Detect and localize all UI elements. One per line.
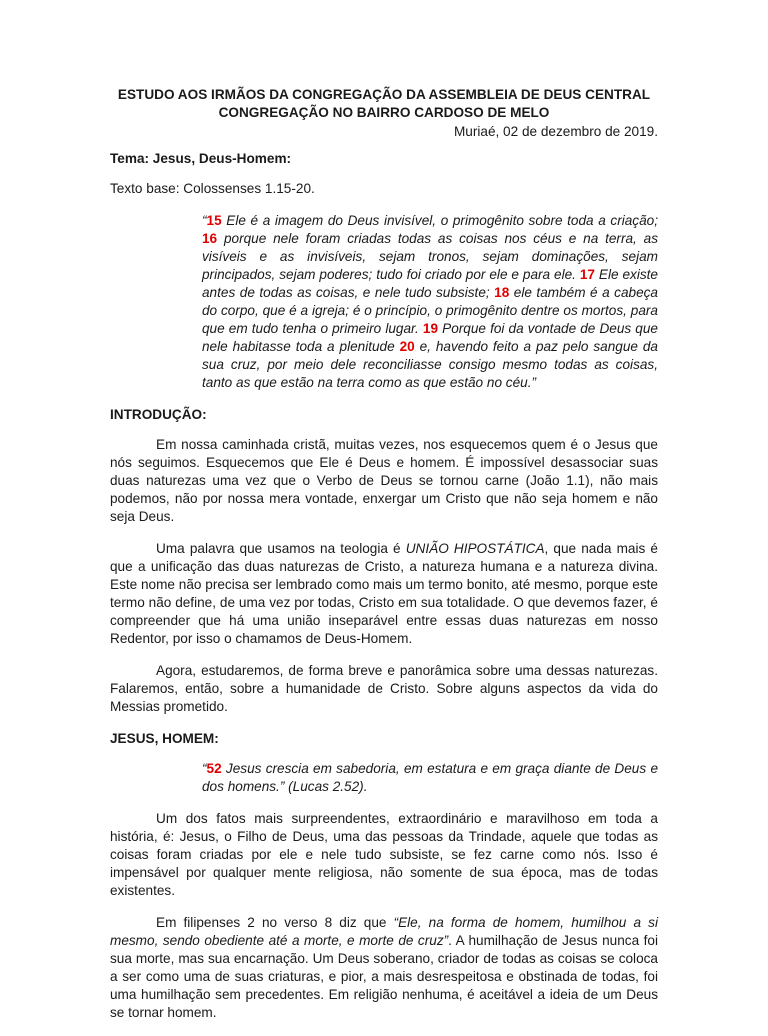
verse-text-16: porque nele foram criadas todas as coisas nos céus e na terra, as visíveis e as invisíveis, sejam tronos, sejam dominações, sejam principados, sejam poderes; tudo foi criado por ele e para ele. [202, 231, 658, 282]
document-header [110, 86, 658, 142]
quote-open-mark: “ [202, 213, 207, 228]
philippians-quote: “Ele, na forma de homem, humilhou a si mesmo, sendo obediente até a morte, e morte de cruz” [110, 915, 658, 948]
intro-p2-after: , que nada mais é que a unificação das duas naturezas de Cristo, a natureza humana e a natureza divina. Este nome não precisa ser lembrado como mais um termo bonito, até mesmo, porque este termo não define, de uma vez por todas, Cristo em sua totalidade. O que devemos fazer, é compreender que há uma união inseparável entre essas duas naturezas em nosso Redentor, por isso o chamamos de Deus-Homem. [110, 541, 658, 646]
intro-paragraph-2 [110, 540, 658, 648]
verse-text-20: e, havendo feito a paz pelo sangue da sua cruz, por meio dele reconciliasse consigo mesmo todas as coisas, tanto as que estão na terra como as que estão no céu.” [202, 339, 658, 390]
verse-number-16: 16 [202, 231, 218, 246]
jesus-paragraph-2 [110, 914, 658, 1022]
title-line-2: CONGREGAÇÃO NO BAIRRO CARDOSO DE MELO [218, 105, 550, 120]
scripture-quote-luke [202, 760, 658, 796]
verse-number-52: 52 [206, 761, 222, 776]
base-text: Texto base: Colossenses 1.15-20. [110, 181, 315, 196]
document-body [110, 150, 658, 1036]
verse-text-19: Porque foi da vontade de Deus que nele habitasse toda a plenitude [202, 321, 658, 354]
jesus-homem-heading: JESUS, HOMEM: [110, 731, 219, 746]
jesus-paragraph-1: Um dos fatos mais surpreendentes, extraordinário e maravilhoso em toda a história, é: Jesus, o Filho de Deus, uma das pessoas da Trindade, aquele que todas as coisas foram criadas por ele e nele tudo subsiste, se fez carne como nós. Isso é impensável por qualquer mente religiosa, não somente de sua época, mas de todas existentes. [110, 811, 658, 898]
title-line-1: ESTUDO AOS IRMÃOS DA CONGREGAÇÃO DA ASSEMBLEIA DE DEUS CENTRAL [117, 87, 651, 102]
verse-text-18: ele também é a cabeça do corpo, que é a igreja; é o princípio, o primogênito dentre os mortos, para que em tudo tenha o primeiro lugar. [202, 285, 658, 336]
verse-number-15: 15 [206, 213, 222, 228]
intro-paragraph-3: Agora, estudaremos, de forma breve e panorâmica sobre uma dessas naturezas. Falaremos, então, sobre a humanidade de Cristo. Sobre alguns aspectos da vida do Messias prometido. [110, 663, 658, 714]
quote2-open-mark: “ [202, 761, 207, 776]
verse-number-18: 18 [494, 285, 510, 300]
jesus-p2-before: Em filipenses 2 no verso 8 diz que [156, 915, 394, 930]
verse-text-15: Ele é a imagem do Deus invisível, o primogênito sobre toda a criação; [221, 213, 658, 228]
document-date: Muriaé, 02 de dezembro de 2019. [453, 124, 658, 139]
scripture-quote-colossians [202, 212, 658, 392]
verse-number-19: 19 [422, 321, 439, 336]
hypostatic-union-term: UNIÃO HIPOSTÁTICA [405, 541, 545, 556]
verse-text-52: Jesus crescia em sabedoria, em estatura e em graça diante de Deus e dos homens.” (Lucas 2.52). [202, 761, 658, 794]
verse-text-17: Ele existe antes de todas as coisas, e nele tudo subsiste; [202, 267, 658, 300]
jesus-p2-after: . A humilhação de Jesus nunca foi sua morte, mas sua encarnação. Um Deus soberano, criador de todas as coisas se coloca a ser como uma de suas criaturas, e pior, a mais desrespeitosa e obstinada de todas, foi uma humilhação sem precedentes. Em religião nenhuma, é aceitável a ideia de um Deus se tornar homem. [110, 933, 658, 1020]
verse-number-17: 17 [579, 267, 595, 282]
intro-p2-before: Uma palavra que usamos na teologia é [156, 541, 406, 556]
intro-heading: INTRODUÇÃO: [110, 407, 207, 422]
theme-heading: Tema: Jesus, Deus-Homem: [110, 151, 292, 166]
intro-paragraph-1: Em nossa caminhada cristã, muitas vezes, nos esquecemos quem é o Jesus que nós seguimos. Esquecemos que Ele é Deus e homem. É impossível desassociar suas duas naturezas uma vez que o Verbo de Deus se tornou carne (João 1.1), não mais podemos, não por nossa mera vontade, enxergar um Cristo que não seja homem e não seja Deus. [110, 437, 658, 524]
verse-number-20: 20 [399, 339, 415, 354]
